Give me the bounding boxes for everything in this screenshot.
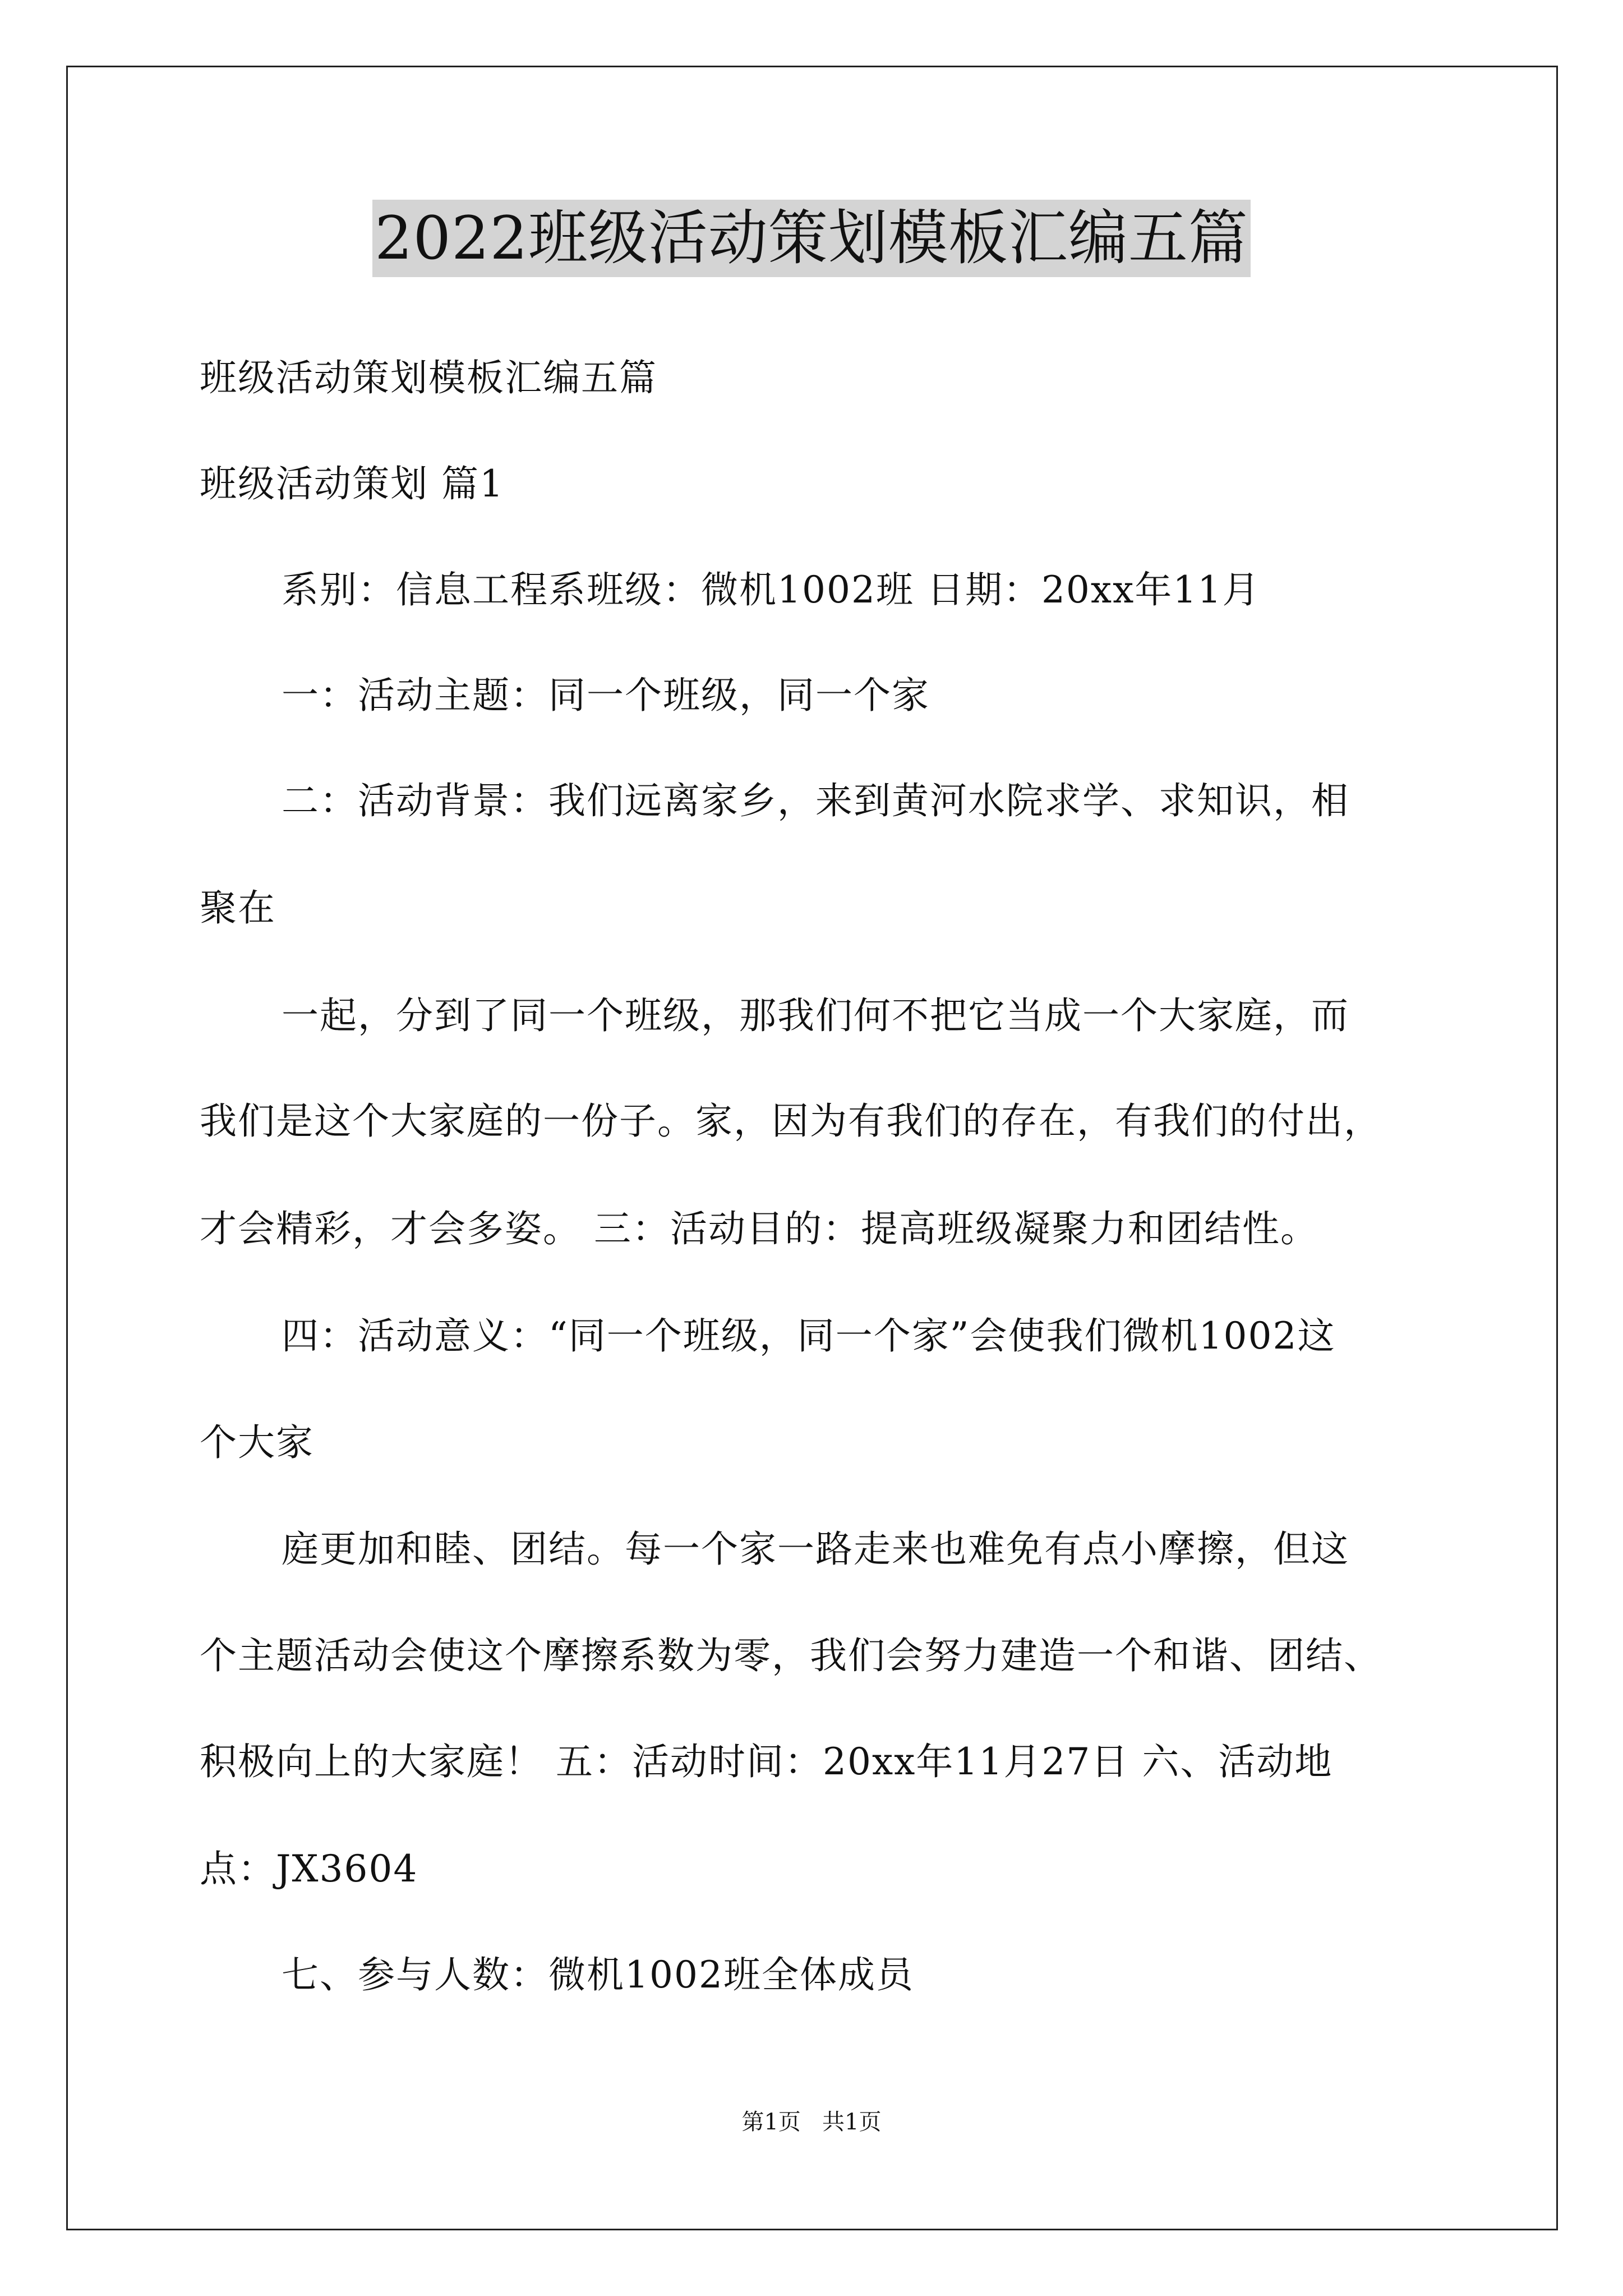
paragraph-line: 四：活动意义：“同一个班级，同一个家”会使我们微机1002这	[282, 1314, 1336, 1358]
paragraph-line: 我们是这个大家庭的一份子。家，因为有我们的存在，有我们的付出，	[200, 1099, 1382, 1143]
page-footer: 第1页 共1页	[741, 2109, 882, 2135]
paragraph-line: 个主题活动会使这个摩擦系数为零，我们会努力建造一个和谐、团结、	[200, 1634, 1382, 1677]
paragraph-line: 才会精彩，才会多姿。 三：活动目的：提高班级凝聚力和团结性。	[200, 1207, 1318, 1250]
paragraph-line: 系别：信息工程系班级：微机1002班 日期：20xx年11月	[282, 568, 1261, 611]
paragraph-line: 聚在	[200, 886, 276, 930]
paragraph-line: 七、参与人数：微机1002班全体成员	[282, 1953, 914, 1996]
document-title: 2022班级活动策划模板汇编五篇	[372, 200, 1251, 277]
paragraph-line: 个大家	[200, 1421, 314, 1464]
paragraph-line: 班级活动策划模板汇编五篇	[200, 356, 657, 399]
paragraph-line: 一起，分到了同一个班级，那我们何不把它当成一个大家庭，而	[282, 994, 1349, 1037]
paragraph-line: 一：活动主题：同一个班级，同一个家	[282, 674, 930, 717]
paragraph-line: 班级活动策划 篇1	[200, 462, 504, 505]
paragraph-line: 点：JX3604	[200, 1847, 418, 1890]
paragraph-line: 二：活动背景：我们远离家乡，来到黄河水院求学、求知识，相	[282, 779, 1349, 822]
paragraph-line: 积极向上的大家庭！ 五：活动时间：20xx年11月27日 六、活动地	[200, 1740, 1333, 1783]
title-container	[0, 200, 1623, 277]
paragraph-line: 庭更加和睦、团结。每一个家一路走来也难免有点小摩擦，但这	[282, 1527, 1349, 1571]
